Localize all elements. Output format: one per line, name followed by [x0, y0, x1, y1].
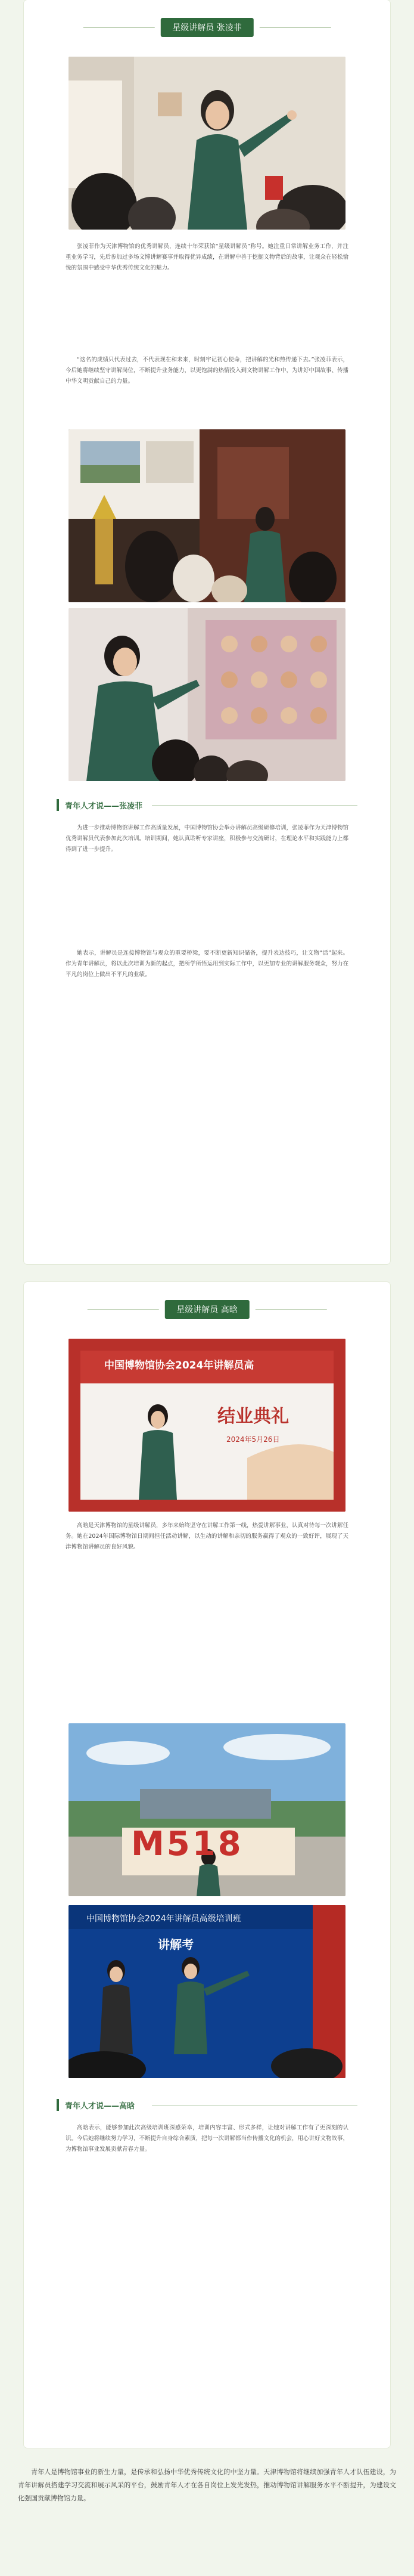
paragraph-gao-intro: 高晗是天津博物馆的星级讲解员，多年来始终坚守在讲解工作第一线，热爱讲解事业，认真对待每一次讲解任务。她在2024年国际博物馆日期间担任活动讲解，以生动的讲解和亲切的服务赢得了观众的一致好评，展现了天津博物馆讲解员的良好风貌。 — [66, 1522, 349, 1550]
photo-exhibition-tour — [69, 429, 345, 602]
photo-presenter-graphic — [69, 57, 345, 230]
paragraph-intro: 张凌菲作为天津博物馆的优秀讲解员，连续十年荣获馆“星级讲解员”称号。她注重日常讲解业务工作，并注重业务学习，先后参加过多场文博讲解赛事并取得优异成绩，在讲解中善于挖掘文物背后的故事，让观众在轻松愉悦的氛围中感受中华优秀传统文化的魅力。 — [66, 243, 349, 271]
ceremony-banner-text: 中国博物馆协会2024年讲解员高 — [104, 1360, 254, 1371]
section-title-tag: 星级讲解员 张凌菲 — [160, 18, 253, 37]
photo-exam-graphic — [69, 1905, 345, 2078]
photo-sign-graphic — [69, 1723, 345, 1896]
subhead-text: 青年人才说——高晗 — [65, 2102, 135, 2111]
section-title-tag: 星级讲解员 高晗 — [164, 1300, 249, 1319]
paragraph-training: 为进一步推动博物馆讲解工作高质量发展，中国博物馆协会举办讲解员高级研修培训，张凌菲作为天津博物馆优秀讲解员代表参加此次培训。培训期间，她认真聆听专家讲座，积极参与交流研讨，在理论水平和实践能力上都得到了进一步提升。 — [66, 825, 349, 853]
photo-children-activity — [69, 608, 345, 781]
section-card-gao — [24, 1282, 390, 2448]
subhead-bar — [57, 799, 59, 811]
museum-day-sign-text: M518 — [131, 1825, 244, 1863]
closing-paragraph: 青年人是博物馆事业的新生力量，是传承和弘扬中华优秀传统文化的中坚力量。天津博物馆将继续加强青年人才队伍建设，为青年讲解员搭建学习交流和展示风采的平台，鼓励青年人才在各自岗位上发光发热，推动博物馆讲解服务水平不断提升，为建设文化强国贡献博物馆力量。 — [18, 2468, 396, 2502]
photo-children-graphic — [69, 608, 345, 781]
photo-graduation-ceremony — [69, 1339, 345, 1512]
subhead-gao — [57, 2096, 357, 2114]
photo-presenter — [69, 57, 345, 230]
exam-banner-text: 中国博物馆协会2024年讲解员高级培训班 — [86, 1914, 241, 1924]
photo-training-exam — [69, 1905, 345, 2078]
subhead-zhang — [57, 796, 357, 814]
paragraph-gao-reflection: 高晗表示，能够参加此次高级培训班深感荣幸，培训内容丰富、形式多样，让她对讲解工作有了更深刻的认识。今后她将继续努力学习，不断提升自身综合素质，把每一次讲解都当作传播文化的机会，用心讲好文物故事，为博物馆事业发展贡献青春力量。 — [66, 2125, 349, 2153]
paragraph-reflection: 她表示，讲解员是连接博物馆与观众的重要桥梁，要不断更新知识储备，提升表达技巧，让文物“活”起来。作为青年讲解员，将以此次培训为新的起点，把所学所悟运用到实际工作中，以更加专业的讲解服务观众，努力在平凡的岗位上做出不平凡的业绩。 — [66, 950, 349, 978]
photo-museum-day-sign — [69, 1723, 345, 1896]
exam-subtitle-text: 讲解考 — [158, 1937, 194, 1952]
photo-exhibition-graphic — [69, 429, 345, 602]
paragraph-quote: “这名的成绩只代表过去，不代表现在和未来，时刻牢记初心使命，把讲解的光和热传递下去。”张凌菲表示，今后她将继续坚守讲解岗位，不断提升业务能力，以更饱满的热情投入到文物讲解工作中，为讲好中国故事、传播中华文明贡献自己的力量。 — [66, 357, 349, 385]
subhead-bar — [57, 2099, 59, 2111]
section-card-zhang — [24, 0, 390, 1264]
subhead-text: 青年人才说——张凌菲 — [65, 802, 143, 811]
ceremony-date-text: 2024年5月26日 — [226, 1435, 280, 1444]
ceremony-title-text: 结业典礼 — [217, 1406, 289, 1427]
subhead-divider — [152, 805, 357, 806]
subhead-divider — [152, 2105, 357, 2106]
